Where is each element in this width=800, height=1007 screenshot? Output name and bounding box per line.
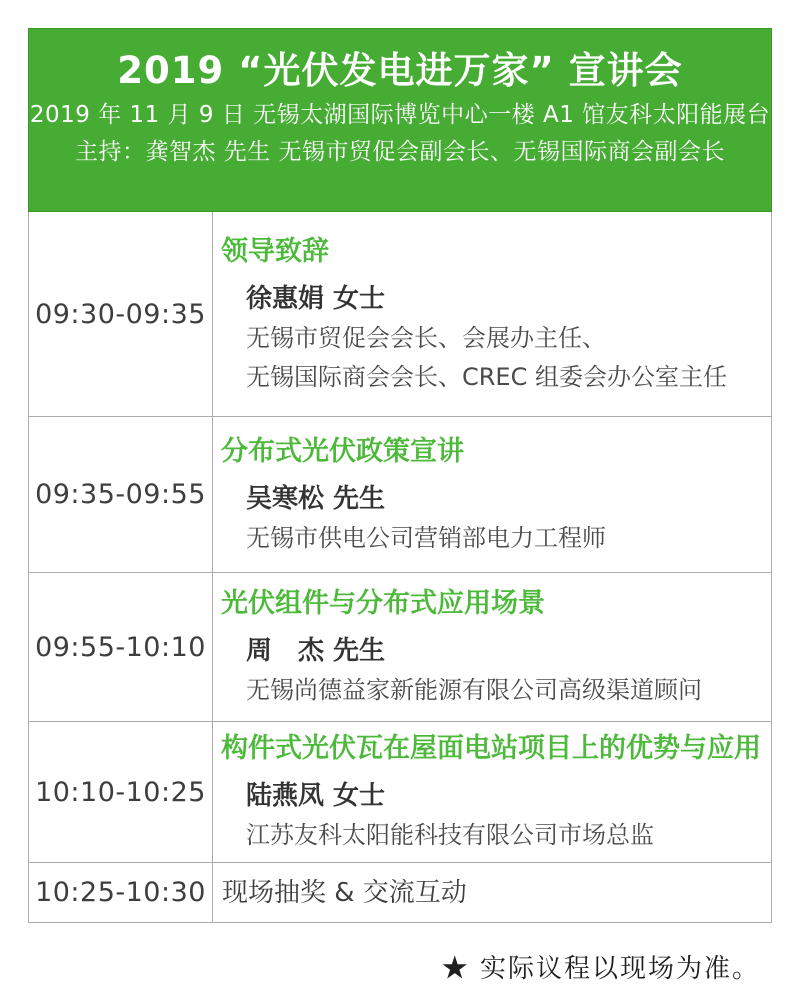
- footnote: ★ 实际议程以现场为准。: [441, 954, 760, 984]
- time-slot: 09:55-10:10: [29, 573, 213, 721]
- session-cell: [213, 722, 771, 862]
- time-slot: 09:30-09:35: [29, 212, 213, 416]
- agenda-row-3: [29, 573, 771, 722]
- speaker-title-line: 江苏友科太阳能科技有限公司市场总监: [246, 821, 654, 849]
- speaker-title-line: 无锡市供电公司营销部电力工程师: [246, 523, 606, 552]
- agenda-row-4: [29, 722, 771, 863]
- session-title: 分布式光伏政策宣讲: [221, 435, 464, 467]
- session-title: 构件式光伏瓦在屋面电站项目上的优势与应用: [221, 733, 761, 764]
- agenda-row-2: [29, 417, 771, 573]
- event-title: 2019 “光伏发电进万家” 宣讲会: [117, 49, 683, 92]
- session-title: 领导致辞: [221, 235, 329, 267]
- speaker-name: 周 杰 先生: [246, 636, 386, 666]
- session-cell: [213, 573, 771, 721]
- schedule-table: [28, 212, 772, 923]
- speaker-title-line: 无锡国际商会会长、CREC 组委会办公室主任: [246, 362, 727, 391]
- event-date-location: 2019 年 11 月 9 日 无锡太湖国际博览中心一楼 A1 馆友科太阳能展台: [29, 102, 771, 128]
- session-cell: [213, 212, 771, 416]
- speaker-title-line: 无锡市贸促会会长、会展办主任、: [246, 323, 606, 352]
- speaker-name: 陆燕凤 女士: [246, 781, 386, 811]
- session-cell: [213, 417, 771, 572]
- session-title: 光伏组件与分布式应用场景: [221, 588, 545, 619]
- speaker-name: 徐惠娟 女士: [246, 283, 386, 314]
- time-slot: 10:10-10:25: [29, 722, 213, 862]
- speaker-title-line: 无锡尚德益家新能源有限公司高级渠道顾问: [246, 676, 702, 704]
- session-plain-text: 现场抽奖 & 交流互动: [222, 877, 467, 908]
- header-banner: [28, 28, 772, 212]
- agenda-row-5: [29, 863, 771, 923]
- time-slot: 09:35-09:55: [29, 417, 213, 572]
- agenda-row-1: [29, 212, 771, 417]
- session-cell: [213, 863, 771, 922]
- speaker-name: 吴寒松 先生: [246, 483, 386, 514]
- time-slot: 10:25-10:30: [29, 863, 213, 922]
- event-host: 主持：龚智杰 先生 无锡市贸促会副会长、无锡国际商会副会长: [74, 139, 726, 165]
